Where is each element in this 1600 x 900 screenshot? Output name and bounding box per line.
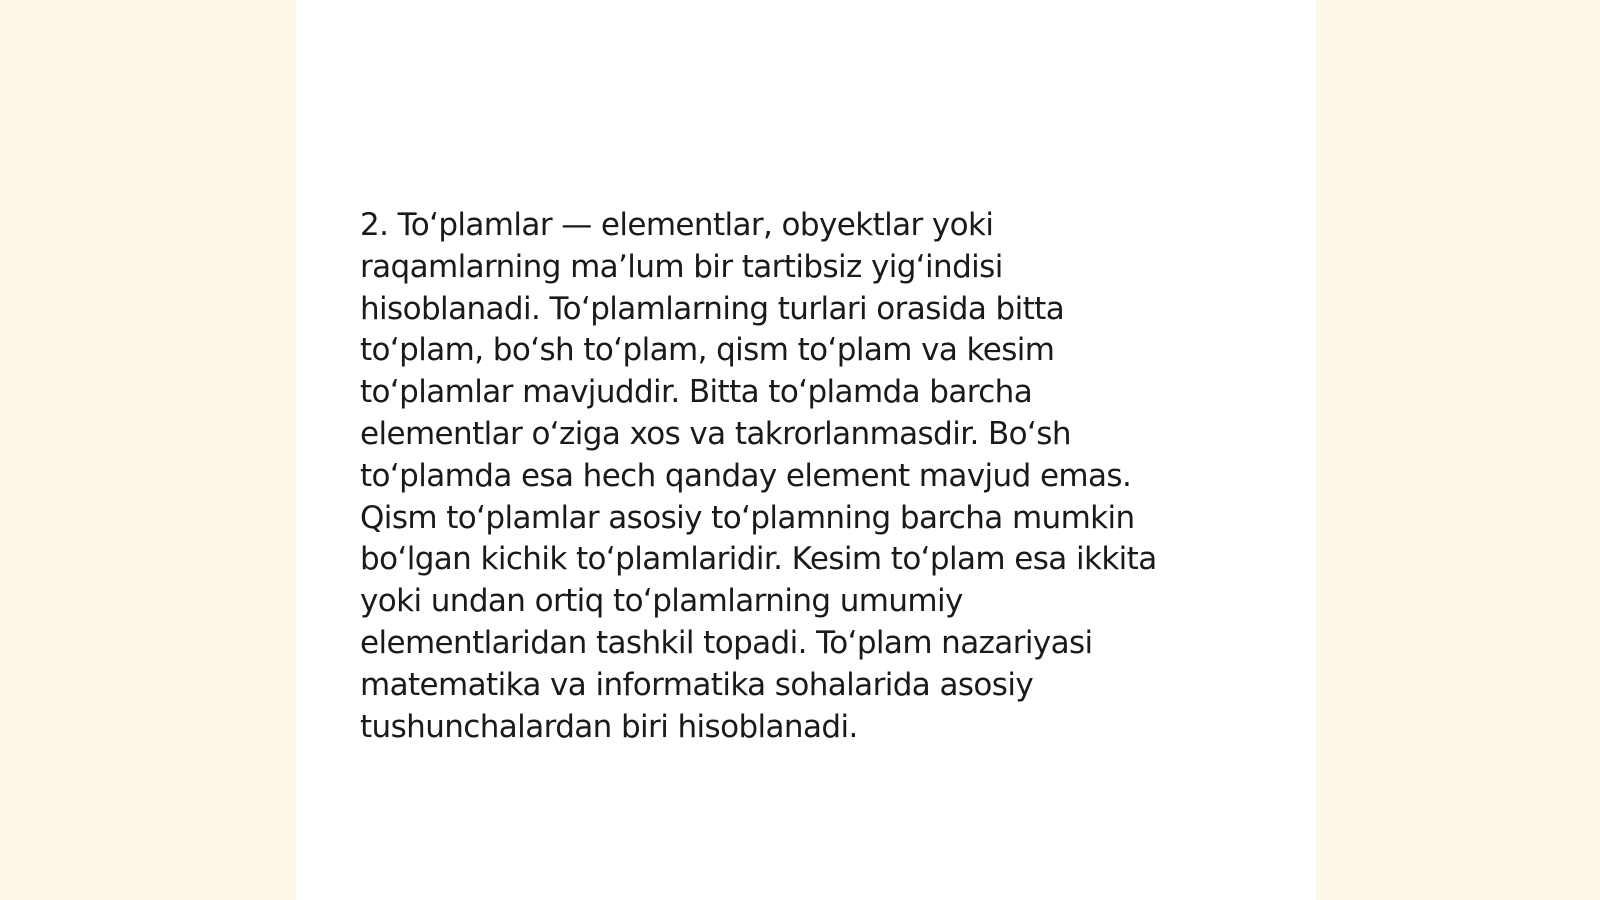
text-line: matematika va informatika sohalarida asosiy: [360, 666, 1034, 703]
text-line: hisoblanadi. To‘plamlarning turlari orasida bitta: [360, 290, 1065, 327]
text-line: elementlaridan tashkil topadi. To‘plam nazariyasi: [360, 624, 1093, 661]
slide-body-text: [360, 205, 1230, 748]
text-line: to‘plam, bo‘sh to‘plam, qism to‘plam va kesim: [360, 332, 1055, 369]
text-line: to‘plamda esa hech qanday element mavjud emas.: [360, 457, 1132, 494]
text-line: Qism to‘plamlar asosiy to‘plamning barcha mumkin: [360, 499, 1135, 536]
slide: [296, 0, 1316, 900]
text-line: yoki undan ortiq to‘plamlarning umumiy: [360, 583, 963, 620]
text-line: 2. To‘plamlar — elementlar, obyektlar yoki: [360, 207, 994, 243]
text-line: elementlar o‘ziga xos va takrorlanmasdir. Bo‘sh: [360, 415, 1071, 452]
text-line: tushunchalardan biri hisoblanadi.: [360, 708, 858, 745]
text-line: bo‘lgan kichik to‘plamlaridir. Kesim to‘plam esa ikkita: [360, 541, 1157, 578]
text-line: raqamlarning ma’lum bir tartibsiz yig‘indisi: [360, 248, 1003, 285]
text-line: to‘plamlar mavjuddir. Bitta to‘plamda barcha: [360, 374, 1033, 411]
